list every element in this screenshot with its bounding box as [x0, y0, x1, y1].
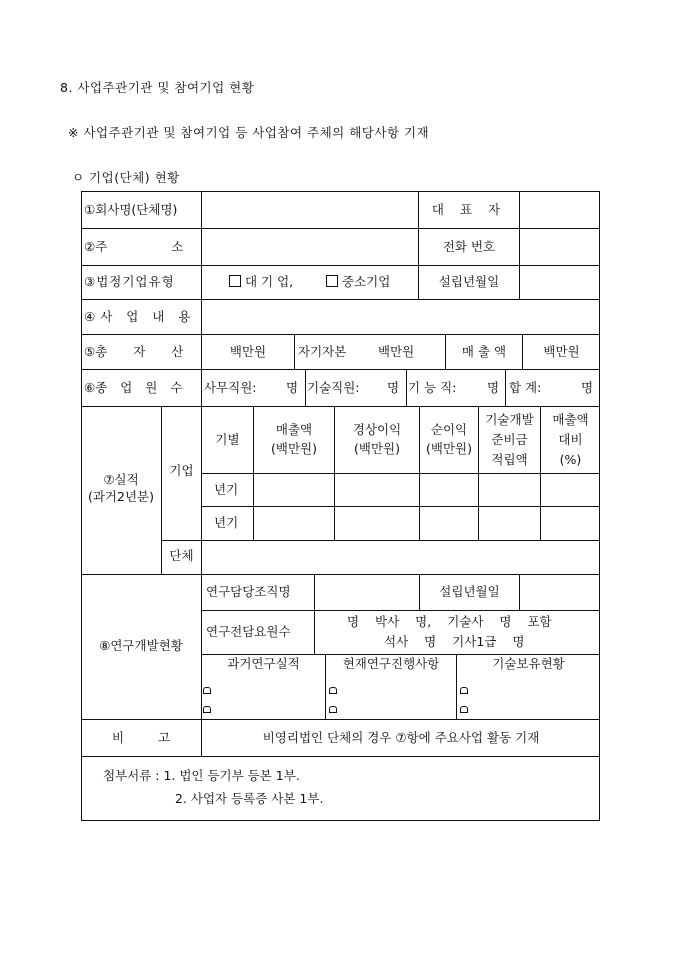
large-company-label: 대 기 업, [245, 274, 294, 289]
sme-checkbox[interactable] [326, 275, 338, 287]
capital-label: ⑤총 자 산 [84, 344, 184, 359]
current-bullet-2 [329, 702, 337, 716]
rnd-org-label: 연구담당조직명 [206, 584, 291, 599]
period-header: 기별 [215, 432, 240, 447]
address-label: ②주 소 [84, 239, 184, 254]
revenue-label: 매 출 액 [461, 344, 507, 359]
current-bullet-1 [329, 683, 337, 697]
tech-bullet-2 [460, 702, 468, 716]
revenue-unit: 백만원 [543, 344, 580, 359]
founded-label: 설립년월일 [438, 274, 500, 289]
equity-unit: 백만원 [378, 344, 415, 359]
attachments-line-2: 2. 사업자 등록증 사본 1부. [175, 791, 324, 806]
employees-label: ⑥종 업 원 수 [84, 380, 183, 395]
company-status-form [81, 191, 600, 821]
org-label: 단체 [169, 548, 194, 563]
section-title: 8. 사업주관기관 및 참여기업 현황 [60, 80, 255, 95]
large-company-checkbox[interactable] [229, 275, 241, 287]
subheading: ㅇ 기업(단체) 현황 [72, 170, 180, 185]
legal-type-label: ③법정기업유형 [84, 274, 175, 289]
performance-sub: (과거2년분) [87, 489, 154, 504]
op-profit-header-unit: (백만원) [354, 441, 400, 456]
rnd-label: ⑧연구개발현황 [99, 638, 183, 653]
past-bullet-2 [203, 702, 211, 716]
capital-unit: 백만원 [229, 344, 267, 359]
past-research-label: 과거연구실적 [227, 656, 300, 671]
skilled-unit: 명 [487, 380, 500, 395]
ratio-header-3: (%) [559, 452, 582, 467]
phone-label: 전화 번호 [442, 239, 496, 254]
rnd-founded-label: 설립년월일 [439, 584, 500, 599]
past-bullet-1 [203, 683, 211, 697]
office-staff-unit: 명 [286, 380, 299, 395]
rnd-staff-line1: 명 박사 명, 기술사 명 포함 [347, 614, 552, 629]
tech-staff-unit: 명 [387, 380, 400, 395]
performance-label: ⑦실적 [103, 472, 139, 487]
rd-reserve-header-2: 준비금 [491, 432, 528, 447]
rd-reserve-header-1: 기술개발 [485, 412, 534, 427]
rd-reserve-header-3: 적립액 [491, 452, 528, 467]
ratio-header-2: 대비 [558, 432, 583, 447]
remarks-text: 비영리법인 단체의 경우 ⑦항에 주요사업 활동 기재 [262, 730, 540, 745]
company-label: 기업 [169, 463, 194, 478]
rnd-staff-label: 연구전담요원수 [206, 624, 291, 639]
tech-staff-label: 기술직원: [307, 380, 360, 395]
office-staff-label: 사무직원: [204, 380, 257, 395]
total-unit: 명 [581, 380, 594, 395]
rnd-staff-line2: 석사 명 기사1급 명 [384, 634, 525, 649]
net-profit-header: 순이익 [430, 422, 468, 437]
large-company-option[interactable] [229, 275, 293, 289]
skilled-label: 기 능 직: [408, 380, 457, 395]
sales-header-unit: (백만원) [271, 441, 317, 456]
sme-label: 중소기업 [342, 274, 391, 289]
ratio-header-1: 매출액 [552, 412, 589, 427]
sme-option[interactable] [326, 275, 390, 289]
company-name-label: ①회사명(단체명) [84, 202, 178, 217]
representative-label: 대 표 자 [431, 202, 507, 217]
business-label: ④사 업 내 용 [84, 309, 196, 324]
remarks-label: 비 고 [111, 730, 171, 745]
instruction-note: ※ 사업주관기관 및 참여기업 등 사업참여 주체의 해당사항 기재 [68, 125, 430, 140]
total-label: 합 계: [509, 380, 542, 395]
year-2: 년기 [214, 515, 239, 530]
equity-label: 자기자본 [298, 344, 347, 359]
tech-bullet-1 [460, 683, 468, 697]
op-profit-header: 경상이익 [352, 422, 402, 437]
net-profit-header-unit: (백만원) [426, 441, 472, 456]
current-research-label: 현재연구진행사항 [342, 656, 440, 671]
sales-header: 매출액 [275, 422, 313, 437]
attachments-line-1: 첨부서류 : 1. 법인 등기부 등본 1부. [103, 768, 300, 783]
year-1: 년기 [214, 482, 239, 497]
tech-owned-label: 기술보유현황 [492, 656, 565, 671]
